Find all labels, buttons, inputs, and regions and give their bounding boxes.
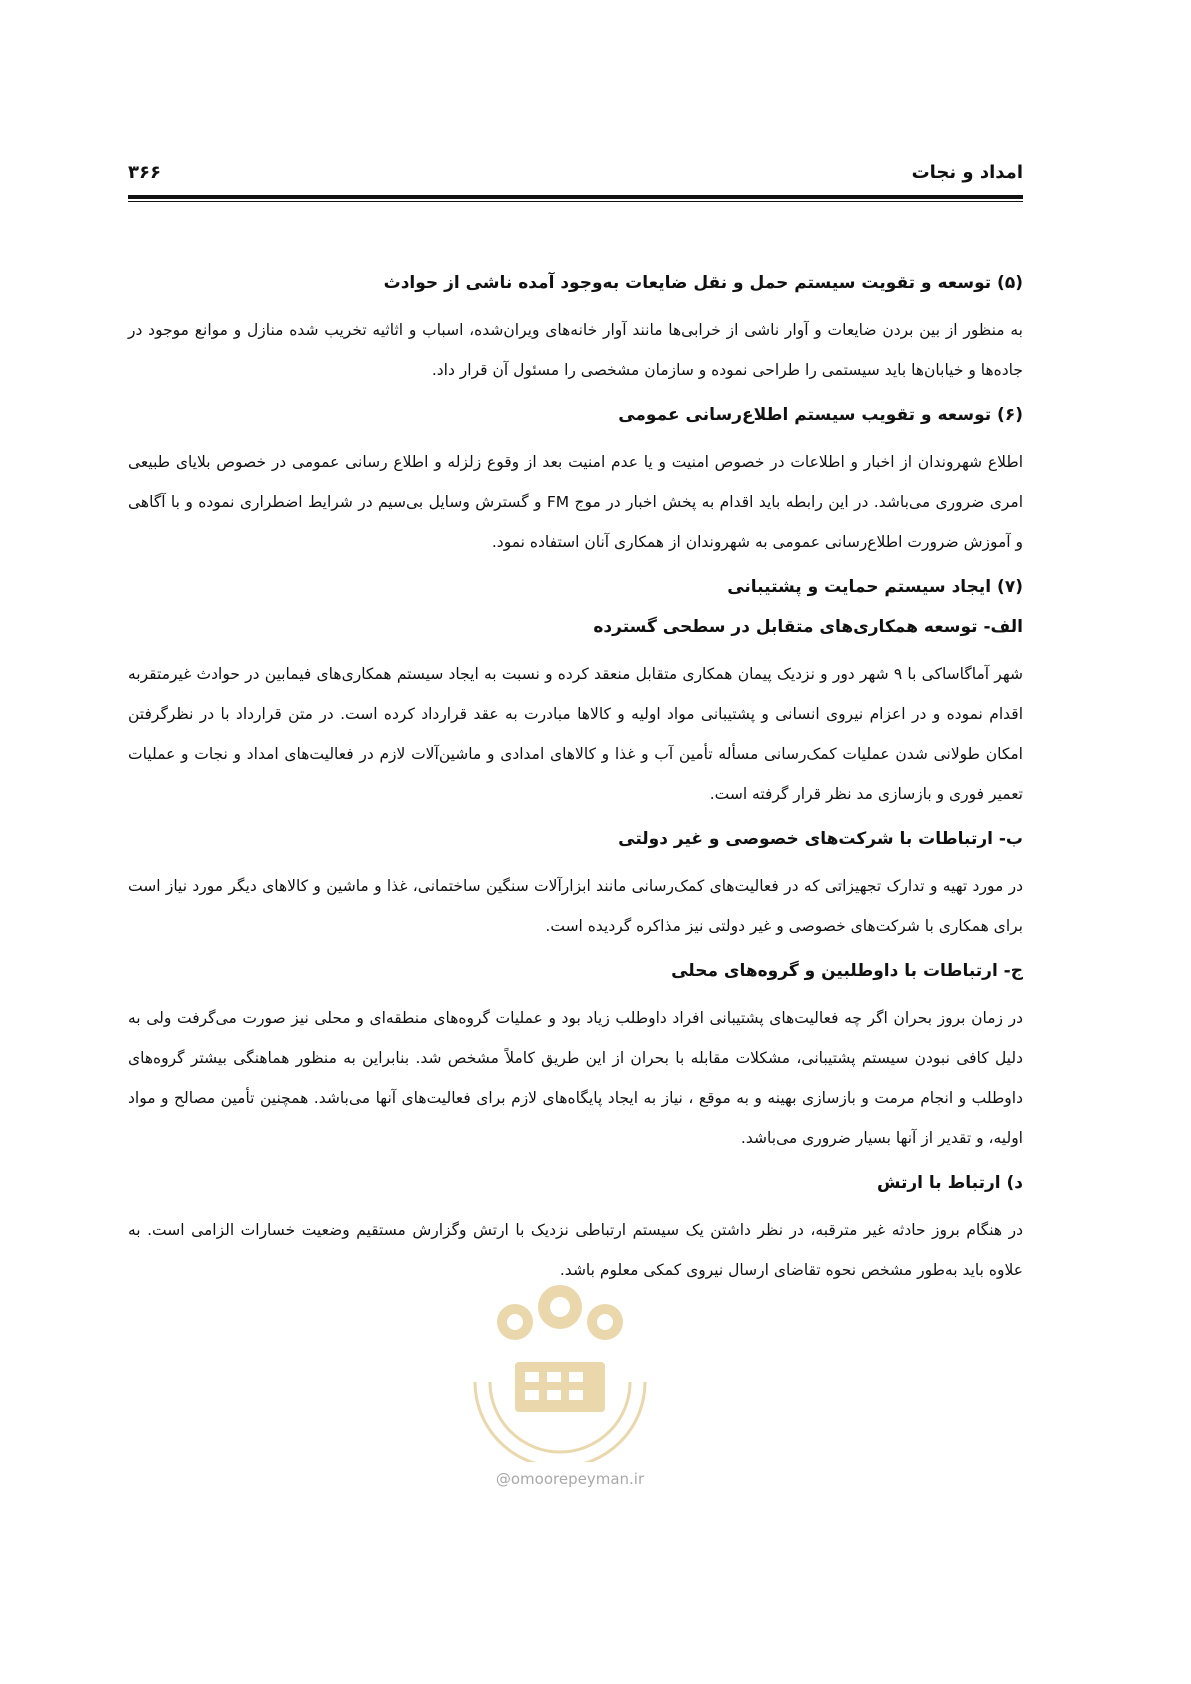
subsection-alef <box>128 614 1023 814</box>
paragraph: در زمان بروز بحران اگر چه فعالیت‌های پشتیبانی افراد داوطلب زیاد بود و عملیات گروه‌های منطقه‌ای و محلی نیز صورت می‌گرفت ولی به دلیل کافی نبودن سیستم پشتیبانی، مشکلات مقابله با بحران از این طریق کاملاً مشخص شد. بنابراین به منظور هماهنگی بیشتر گروه‌های داوطلب و انجام مرمت و بازسازی بهینه و به موقع ، نیاز به ایجاد پایگاه‌های لازم برای فعالیت‌های آنها می‌باشد. همچنین تأمین مصالح و مواد اولیه، و تقدیر از آنها بسیار ضروری می‌باشد. <box>128 1009 1023 1147</box>
section-title: (۷) ایجاد سیستم حمایت و پشتیبانی <box>727 577 1023 597</box>
paragraph: به منظور از بین بردن ضایعات و آوار ناشی از خرابی‌ها مانند آوار خانه‌های ویران‌شده، اسباب و اثاثیه تخریب شده منازل و موانع موجود در جاده‌ها و خیابان‌ها باید سیستمی را طراحی نموده و سازمان مشخصی را مسئول آن قرار داد. <box>128 321 1023 379</box>
section-title: (۶) توسعه و تقویب سیستم اطلاع‌رسانی عمومی <box>618 405 1023 425</box>
section-6 <box>128 402 1023 562</box>
subsection-be <box>128 826 1023 946</box>
paragraph: شهر آماگاساکی با ۹ شهر دور و نزدیک پیمان همکاری متقابل منعقد کرده و نسبت به ایجاد سیستم همکاری‌های فیمابین در حوادث غیرمتقربه اقدام نموده و در اعزام نیروی انسانی و پشتیبانی مواد اولیه و کالاها مبادرت به عقد قرارداد کرده است. در متن قرارداد با در نظرگرفتن امکان طولانی شدن عملیات کمک‌رسانی مسأله تأمین آب و غذا و کالاهای امدادی و ماشین‌آلات لازم در فعالیت‌های امداد و نجات و عملیات تعمیر فوری و بازسازی مد نظر قرار گرفته است. <box>128 665 1023 803</box>
running-header <box>128 158 1023 198</box>
page-number: ۳۶۶ <box>128 162 161 183</box>
watermark-url: @omoorepeyman.ir <box>495 1470 645 1488</box>
subsection-title: ب- ارتباطات با شرکت‌های خصوصی و غیر دولتی <box>618 829 1023 849</box>
subsection-title: الف- توسعه همکاری‌های متقابل در سطحی گسترده <box>593 617 1023 637</box>
section-7 <box>128 574 1023 600</box>
section-title: (۵) توسعه و تقویت سیستم حمل و نقل ضایعات به‌وجود آمده ناشی از حوادث <box>383 273 1023 293</box>
section-5 <box>128 270 1023 390</box>
paragraph: اطلاع شهروندان از اخبار و اطلاعات در خصوص امنیت و یا عدم امنیت بعد از وقوع زلزله و اطلاع رسانی عمومی در خصوص بلایای طبیعی امری ضروری می‌باشد. در این رابطه باید اقدام به پخش اخبار در موج FM و گسترش وسایل بی‌سیم در شرایط اضطراری نموده و با آگاهی و آموزش ضرورت اطلاع‌رسانی عمومی به شهروندان از همکاری آنان استفاده نمود. <box>128 453 1024 551</box>
subsection-jim <box>128 958 1023 1158</box>
header-rule <box>128 195 1023 199</box>
paragraph: در مورد تهیه و تدارک تجهیزاتی که در فعالیت‌های کمک‌رسانی مانند ابزارآلات سنگین ساختمانی، غذا و ماشین و کالاهای دیگر مورد نیاز است برای همکاری با شرکت‌های خصوصی و غیر دولتی نیز مذاکره گردیده است. <box>128 877 1023 935</box>
paragraph: در هنگام بروز حادثه غیر مترقبه، در نظر داشتن یک سیستم ارتباطی نزدیک با ارتش وگزارش مستقیم وضعیت خسارات الزامی است. به علاوه باید به‌طور مشخص نحوه تقاضای ارسال نیروی کمکی معلوم باشد. <box>128 1221 1023 1279</box>
subsection-title: ج- ارتباطات با داوطلبین و گروه‌های محلی <box>671 961 1023 981</box>
subsection-title: د) ارتباط با ارتش <box>876 1173 1023 1193</box>
watermark-seal-icon <box>455 1262 665 1462</box>
header-rule-thin <box>128 201 1023 202</box>
header-title: امداد و نجات <box>911 162 1023 183</box>
body-content <box>128 270 1023 1302</box>
